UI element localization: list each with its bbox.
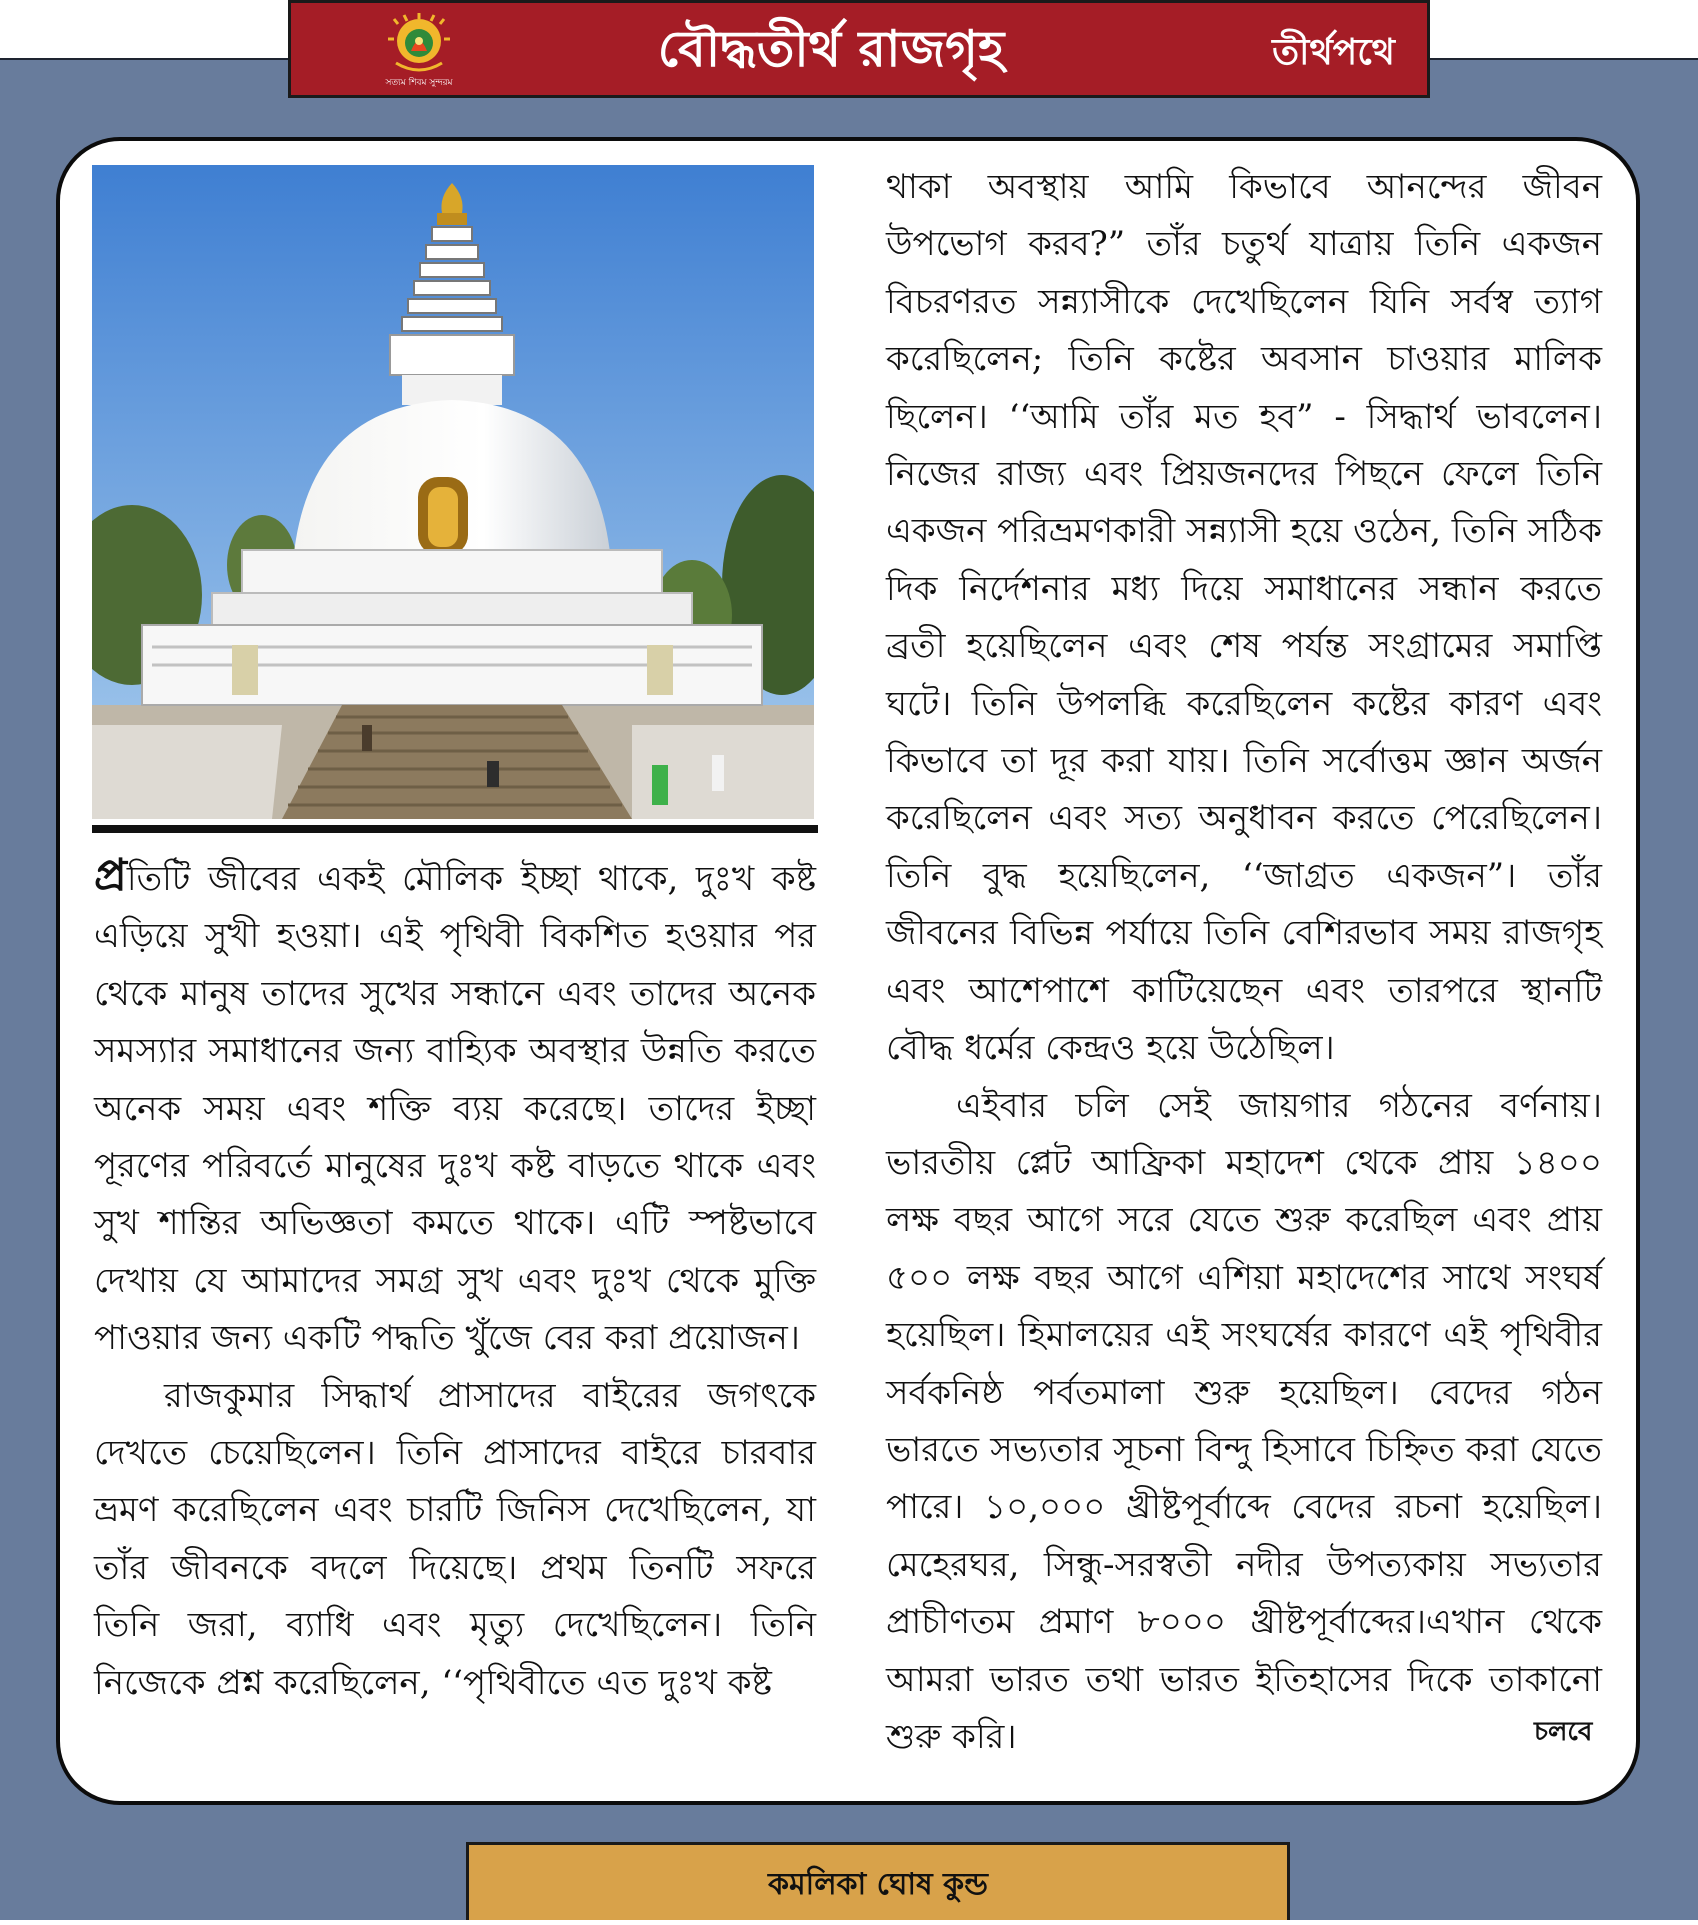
article-right-column <box>886 159 1602 1766</box>
siddhartha-paragraph: রাজকুমার সিদ্ধার্থ প্রাসাদের বাইরের জগৎকে দেখতে চেয়েছিলেন। তিনি প্রাসাদের বাইরে চারবার ভ্রমণ করেছিলেন এবং চারটি জিনিস দেখেছিলেন, যা তাঁর জীবনকে বদলে দিয়েছে। প্রথম তিনটি সফরে তিনি জরা, ব্যাধি এবং মৃত্যু দেখেছিলেন। তিনি নিজেকে প্রশ্ন করেছিলেন, ‘‘পৃথিবীতে এত দুঃখ কষ্ট <box>94 1375 816 1703</box>
intro-paragraph <box>94 847 816 1368</box>
stupa-photo <box>92 165 814 819</box>
enlightenment-paragraph: থাকা অবস্থায় আমি কিভাবে আনন্দের জীবন উপভোগ করব?” তাঁর চতুর্থ যাত্রায় তিনি একজন বিচরণরত সন্ন্যাসীকে দেখেছিলেন যিনি সর্বস্ব ত্যাগ করেছিলেন; তিনি কষ্টের অবসান চাওয়ার মালিক ছিলেন। ‘‘আমি তাঁর মত হব” - সিদ্ধার্থ ভাবলেন। নিজের রাজ্য এবং প্রিয়জনদের পিছনে ফেলে তিনি একজন পরিভ্রমণকারী সন্ন্যাসী হয়ে ওঠেন, তিনি সঠিক দিক নির্দেশনার মধ্য দিয়ে সমাধানের সন্ধান করতে ব্রতী হয়েছিলেন এবং শেষ পর্যন্ত সংগ্রামের সমাপ্তি ঘটে। তিনি উপলব্ধি করেছিলেন কষ্টের কারণ এবং কিভাবে তা দূর করা যায়। তিনি সর্বোত্তম জ্ঞান অর্জন করেছিলেন এবং সত্য অনুধাবন করতে পেরেছিলেন। তিনি বুদ্ধ হয়েছিলেন, ‘‘জাগ্রত একজন”। তাঁর জীবনের বিভিন্ন পর্যায়ে তিনি বেশিরভাব সময় রাজগৃহ এবং আশেপাশে কাটিয়েছেন এবং তারপরে স্থানটি বৌদ্ধ ধর্মের কেন্দ্রও হয়ে উঠেছিল। <box>886 167 1602 1069</box>
article-card <box>56 137 1640 1805</box>
article-left-column <box>94 847 816 1712</box>
logo-caption: সত্যম শিবম সুন্দরম <box>385 78 453 88</box>
geology-paragraph: এইবার চলি সেই জায়গার গঠনের বর্ণনায়। ভারতীয় প্লেট আফ্রিকা মহাদেশ থেকে প্রায় ১৪০০ লক্ষ বছর আগে সরে যেতে শুরু করেছিল এবং প্রায় ৫০০ লক্ষ বছর আগে এশিয়া মহাদেশের সাথে সংঘর্ষ হয়েছিল। হিমালয়ের এই সংঘর্ষের কারণে এই পৃথিবীর সর্বকনিষ্ঠ পর্বতমালা শুরু হয়েছিল। বেদের গঠন ভারতে সভ্যতার সূচনা বিন্দু হিসাবে চিহ্নিত করা যেতে পারে। ১০,০০০ খ্রীষ্টপূর্বাব্দে বেদের রচনা হয়েছিল। মেহেরঘর, সিন্ধু-সরস্বতী নদীর উপত্যকায় সভ্যতার প্রাচীণতম প্রমাণ ৮০০০ খ্রীষ্টপূর্বাব্দের।এখান থেকে আমরা ভারত তথা ভারত ইতিহাসের দিকে তাকানো শুরু করি। <box>886 1085 1602 1757</box>
author-footer: কমলিকা ঘোষ কুন্ড <box>466 1842 1290 1920</box>
continued-label: চলবে <box>1534 1717 1593 1747</box>
photo-divider <box>92 825 818 833</box>
intro-paragraph-text: তিটি জীবের একই মৌলিক ইচ্ছা থাকে, দুঃখ কষ্ট এড়িয়ে সুখী হওয়া। এই পৃথিবী বিকশিত হওয়ার পর থেকে মানুষ তাদের সুখের সন্ধানে এবং তাদের অনেক সমস্যার সমাধানের জন্য বাহ্যিক অবস্থার উন্নতি করতে অনেক সময় এবং শক্তি ব্যয় করেছে। তাদের ইচ্ছা পূরণের পরিবর্তে মানুষের দুঃখ কষ্ট বাড়তে থাকে এবং সুখ শান্তির অভিজ্ঞতা কমতে থাকে। এটি স্পষ্টভাবে দেখায় যে আমাদের সমগ্র সুখ এবং দুঃখ থেকে মুক্তি পাওয়ার জন্য একটি পদ্ধতি খুঁজে বের করা প্রয়োজন। <box>94 859 816 1359</box>
page-header <box>288 0 1430 98</box>
page-title: বৌদ্ধতীর্থ রাজগৃহ <box>657 19 1005 78</box>
section-label: তীর্থপথে <box>1272 31 1395 73</box>
drop-cap: প্র <box>94 850 127 901</box>
